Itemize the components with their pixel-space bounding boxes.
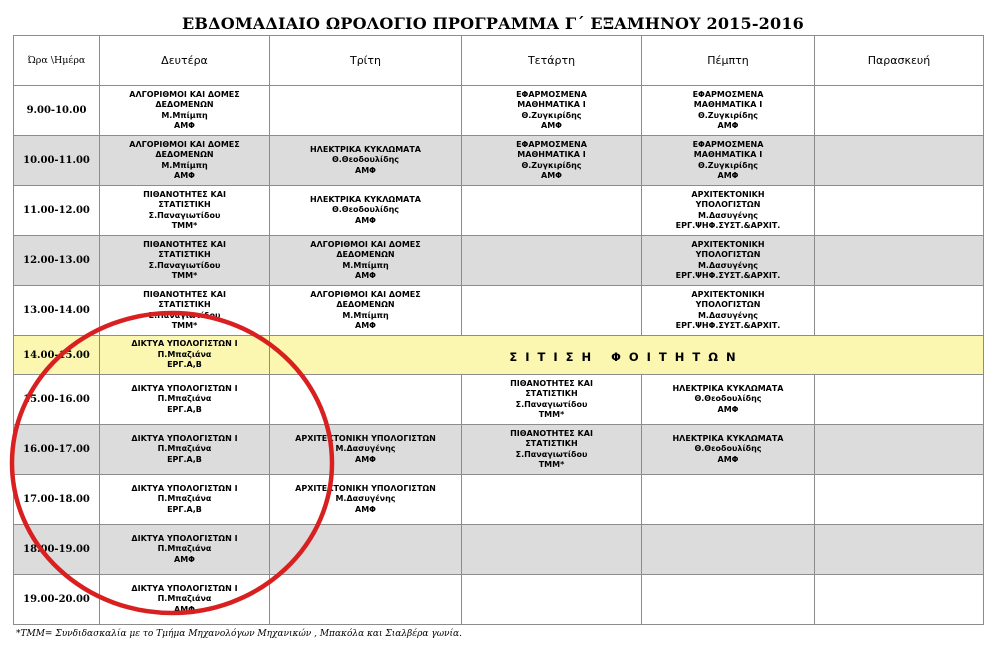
- course-line: Θ.Ζυγκιρίδης: [697, 160, 759, 170]
- course-line: ΗΛΕΚΤΡΙΚΑ ΚΥΚΛΩΜΑΤΑ: [309, 194, 421, 204]
- course-line: Σ.Παναγιωτίδου: [148, 310, 221, 320]
- course-line: Π.Μπαζιάνα: [157, 594, 212, 604]
- empty-cell: [270, 375, 462, 425]
- course-line: ΕΡΓ.ΨΗΦ.ΣΥΣΤ.&ΑΡΧΙΤ.: [675, 271, 781, 280]
- course-line: ΑΜΦ: [355, 504, 376, 514]
- course-info: [642, 384, 814, 416]
- course-cell: [642, 375, 815, 425]
- course-line: ΤΜΜ*: [538, 460, 565, 469]
- lunch-row: [14, 336, 984, 375]
- table-row: [14, 86, 984, 136]
- course-cell: [270, 286, 462, 336]
- course-cell: [100, 525, 270, 575]
- course-line: ΜΑΘΗΜΑΤΙΚΑ Ι: [693, 100, 763, 109]
- course-cell: [462, 425, 642, 475]
- time-cell: 19.00-20.00: [14, 575, 100, 625]
- course-cell: [270, 136, 462, 186]
- course-info: [270, 145, 461, 177]
- course-cell: [100, 336, 270, 375]
- table-row: [14, 186, 984, 236]
- course-line: ΜΑΘΗΜΑΤΙΚΑ Ι: [517, 100, 586, 109]
- empty-cell: [815, 525, 984, 575]
- course-info: [100, 140, 269, 182]
- course-line: Μ.Μπίμπη: [342, 310, 389, 320]
- course-line: Π.Μπαζιάνα: [157, 349, 212, 359]
- course-line: ΥΠΟΛΟΓΙΣΤΩΝ: [695, 300, 761, 309]
- table-row: [14, 525, 984, 575]
- course-line: ΕΦΑΡΜΟΣΜΕΝΑ: [692, 139, 764, 149]
- course-line: Μ.Δασυγένης: [697, 210, 759, 220]
- course-line: ΜΑΘΗΜΑΤΙΚΑ Ι: [693, 150, 763, 159]
- course-line: Θ.Ζυγκιρίδης: [521, 160, 582, 170]
- course-line: ΑΡΧΙΤΕΚΤΟΝΙΚΗ: [691, 189, 765, 199]
- course-info: [100, 484, 269, 516]
- footnote: *ΤΜΜ= Συνδιδασκαλία με το Τμήμα Μηχανολόγων Μηχανικών , Μπακόλα και Σιαλβέρα γωνία.: [16, 629, 462, 639]
- course-line: ΑΜΦ: [355, 271, 376, 280]
- course-info: [270, 290, 461, 332]
- course-line: ΕΡΓ.ΨΗΦ.ΣΥΣΤ.&ΑΡΧΙΤ.: [675, 221, 781, 230]
- course-info: [642, 290, 814, 332]
- course-line: ΑΜΦ: [174, 171, 195, 180]
- header-monday: Δευτέρα: [100, 36, 270, 86]
- table-row: [14, 475, 984, 525]
- course-info: [100, 240, 269, 282]
- course-line: ΤΜΜ*: [171, 221, 198, 230]
- course-line: Π.Μπαζιάνα: [157, 394, 212, 404]
- course-cell: [642, 425, 815, 475]
- course-line: ΑΛΓΟΡΙΘΜΟΙ ΚΑΙ ΔΟΜΕΣ: [129, 139, 240, 149]
- course-line: ΗΛΕΚΤΡΙΚΑ ΚΥΚΛΩΜΑΤΑ: [309, 144, 421, 154]
- course-cell: [100, 136, 270, 186]
- course-line: ΥΠΟΛΟΓΙΣΤΩΝ: [695, 250, 761, 259]
- table-row: [14, 375, 984, 425]
- course-line: Μ.Δασυγένης: [335, 444, 396, 454]
- course-info: [270, 434, 461, 466]
- header-time-day: Ώρα \Ημέρα: [14, 36, 100, 86]
- course-line: Π.Μπαζιάνα: [157, 544, 212, 554]
- course-line: ΔΙΚΤΥΑ ΥΠΟΛΟΓΙΣΤΩΝ Ι: [131, 583, 238, 593]
- course-line: Μ.Δασυγένης: [697, 310, 759, 320]
- empty-cell: [815, 425, 984, 475]
- course-line: Σ.Παναγιωτίδου: [515, 449, 588, 459]
- page-title: ΕΒΔΟΜΑΔΙΑΙΟ ΩΡΟΛΟΓΙΟ ΠΡΟΓΡΑΜΜΑ Γ΄ ΕΞΑΜΗΝΟΥ 2015-2016: [182, 14, 804, 33]
- course-line: ΑΜΦ: [355, 321, 376, 330]
- course-line: ΜΑΘΗΜΑΤΙΚΑ Ι: [517, 150, 586, 159]
- course-line: Σ.Παναγιωτίδου: [515, 399, 588, 409]
- course-cell: [642, 186, 815, 236]
- empty-cell: [815, 575, 984, 625]
- course-line: Θ.Θεοδουλίδης: [331, 205, 400, 215]
- course-line: ΑΜΦ: [355, 165, 376, 175]
- course-line: ΕΡΓ.Α,Β: [167, 404, 202, 414]
- course-line: ΔΕΔΟΜΕΝΩΝ: [336, 300, 395, 309]
- course-info: [462, 140, 641, 182]
- course-line: Μ.Μπίμπη: [342, 260, 389, 270]
- course-cell: [462, 375, 642, 425]
- course-line: ΗΛΕΚΤΡΙΚΑ ΚΥΚΛΩΜΑΤΑ: [672, 433, 784, 443]
- empty-cell: [462, 475, 642, 525]
- course-line: Θ.Θεοδουλίδης: [331, 155, 400, 165]
- empty-cell: [462, 575, 642, 625]
- course-cell: [462, 136, 642, 186]
- course-info: [270, 484, 461, 516]
- time-cell: 12.00-13.00: [14, 236, 100, 286]
- course-cell: [100, 236, 270, 286]
- empty-cell: [642, 525, 815, 575]
- empty-cell: [270, 86, 462, 136]
- course-line: ΕΦΑΡΜΟΣΜΕΝΑ: [516, 139, 587, 149]
- course-info: [100, 434, 269, 466]
- course-line: ΣΤΑΤΙΣΤΙΚΗ: [158, 300, 211, 309]
- course-line: ΔΙΚΤΥΑ ΥΠΟΛΟΓΙΣΤΩΝ Ι: [131, 433, 238, 443]
- course-cell: [462, 86, 642, 136]
- course-line: Μ.Μπίμπη: [161, 160, 208, 170]
- course-cell: [100, 475, 270, 525]
- course-info: [100, 339, 269, 371]
- header-thursday: Πέμπτη: [642, 36, 815, 86]
- course-info: [100, 190, 269, 232]
- course-cell: [270, 425, 462, 475]
- course-info: [270, 195, 461, 227]
- course-line: ΠΙΘΑΝΟΤΗΤΕΣ ΚΑΙ: [143, 289, 226, 299]
- course-line: ΠΙΘΑΝΟΤΗΤΕΣ ΚΑΙ: [143, 189, 226, 199]
- empty-cell: [815, 475, 984, 525]
- course-line: ΔΙΚΤΥΑ ΥΠΟΛΟΓΙΣΤΩΝ Ι: [131, 383, 238, 393]
- empty-cell: [815, 86, 984, 136]
- schedule-table: [13, 35, 984, 625]
- empty-cell: [642, 575, 815, 625]
- course-line: ΥΠΟΛΟΓΙΣΤΩΝ: [695, 200, 761, 209]
- course-line: ΑΜΦ: [717, 404, 739, 414]
- course-cell: [642, 86, 815, 136]
- course-info: [270, 240, 461, 282]
- course-line: ΤΜΜ*: [171, 271, 198, 280]
- empty-cell: [462, 525, 642, 575]
- course-line: ΣΤΑΤΙΣΤΙΚΗ: [525, 389, 578, 398]
- course-line: ΑΛΓΟΡΙΘΜΟΙ ΚΑΙ ΔΟΜΕΣ: [310, 239, 421, 249]
- course-info: [642, 140, 814, 182]
- lunch-cell: [270, 336, 984, 375]
- course-line: ΠΙΘΑΝΟΤΗΤΕΣ ΚΑΙ: [510, 378, 593, 388]
- empty-cell: [642, 475, 815, 525]
- course-line: Θ.Θεοδουλίδης: [694, 444, 762, 454]
- table-row: [14, 425, 984, 475]
- course-info: [100, 584, 269, 616]
- course-cell: [100, 86, 270, 136]
- course-cell: [642, 136, 815, 186]
- course-line: Σ.Παναγιωτίδου: [148, 210, 221, 220]
- course-line: ΔΕΔΟΜΕΝΩΝ: [155, 100, 214, 109]
- course-line: ΕΦΑΡΜΟΣΜΕΝΑ: [692, 89, 764, 99]
- time-cell: 18.00-19.00: [14, 525, 100, 575]
- course-line: Θ.Ζυγκιρίδης: [697, 110, 759, 120]
- course-line: ΠΙΘΑΝΟΤΗΤΕΣ ΚΑΙ: [510, 428, 593, 438]
- course-cell: [270, 236, 462, 286]
- course-cell: [100, 375, 270, 425]
- header-wednesday: Τετάρτη: [462, 36, 642, 86]
- empty-cell: [462, 186, 642, 236]
- course-cell: [100, 286, 270, 336]
- course-line: ΑΜΦ: [174, 554, 195, 564]
- course-cell: [270, 475, 462, 525]
- table-row: [14, 286, 984, 336]
- course-line: ΑΛΓΟΡΙΘΜΟΙ ΚΑΙ ΔΟΜΕΣ: [129, 89, 240, 99]
- course-cell: [642, 286, 815, 336]
- table-row: [14, 575, 984, 625]
- course-line: ΑΡΧΙΤΕΚΤΟΝΙΚΗ: [691, 289, 765, 299]
- course-cell: [100, 575, 270, 625]
- course-line: ΔΕΔΟΜΕΝΩΝ: [155, 150, 214, 159]
- header-friday: Παρασκευή: [815, 36, 984, 86]
- time-cell: 11.00-12.00: [14, 186, 100, 236]
- course-line: ΑΜΦ: [541, 121, 562, 130]
- course-line: ΑΡΧΙΤΕΚΤΟΝΙΚΗ: [691, 239, 765, 249]
- course-line: Μ.Δασυγένης: [335, 494, 396, 504]
- course-line: ΠΙΘΑΝΟΤΗΤΕΣ ΚΑΙ: [143, 239, 226, 249]
- course-info: [100, 384, 269, 416]
- course-cell: [100, 425, 270, 475]
- empty-cell: [270, 575, 462, 625]
- time-cell: 13.00-14.00: [14, 286, 100, 336]
- time-cell: 17.00-18.00: [14, 475, 100, 525]
- time-cell: 10.00-11.00: [14, 136, 100, 186]
- course-line: ΑΡΧΙΤΕΚΤΟΝΙΚΗ ΥΠΟΛΟΓΙΣΤΩΝ: [295, 483, 436, 493]
- course-info: [642, 90, 814, 132]
- course-line: ΕΡΓ.Α,Β: [167, 504, 202, 514]
- course-info: [642, 190, 814, 232]
- lunch-label: ΣΙΤΙΣΗ ΦΟΙΤΗΤΩΝ: [509, 349, 744, 364]
- course-line: Μ.Μπίμπη: [161, 110, 208, 120]
- empty-cell: [815, 236, 984, 286]
- course-line: ΣΤΑΤΙΣΤΙΚΗ: [158, 250, 211, 259]
- course-line: Π.Μπαζιάνα: [157, 444, 212, 454]
- course-line: Μ.Δασυγένης: [697, 260, 759, 270]
- course-line: ΕΦΑΡΜΟΣΜΕΝΑ: [516, 89, 587, 99]
- course-info: [462, 90, 641, 132]
- course-info: [642, 240, 814, 282]
- empty-cell: [462, 286, 642, 336]
- course-info: [462, 429, 641, 471]
- empty-cell: [815, 375, 984, 425]
- time-cell: 9.00-10.00: [14, 86, 100, 136]
- course-info: [642, 434, 814, 466]
- course-line: ΔΙΚΤΥΑ ΥΠΟΛΟΓΙΣΤΩΝ Ι: [131, 339, 238, 349]
- course-line: Θ.Θεοδουλίδης: [694, 394, 762, 404]
- course-line: ΔΙΚΤΥΑ ΥΠΟΛΟΓΙΣΤΩΝ Ι: [131, 533, 238, 543]
- table-row: [14, 236, 984, 286]
- course-line: ΕΡΓ.Α,Β: [167, 454, 202, 464]
- course-line: ΑΜΦ: [717, 454, 739, 464]
- empty-cell: [815, 286, 984, 336]
- course-line: ΕΡΓ.Α,Β: [167, 360, 202, 370]
- course-info: [100, 290, 269, 332]
- course-info: [100, 534, 269, 566]
- course-line: ΔΙΚΤΥΑ ΥΠΟΛΟΓΙΣΤΩΝ Ι: [131, 483, 238, 493]
- course-line: ΣΤΑΤΙΣΤΙΚΗ: [158, 200, 211, 209]
- course-line: ΑΜΦ: [355, 215, 376, 225]
- course-line: ΑΜΦ: [717, 171, 739, 180]
- course-line: ΑΜΦ: [541, 171, 562, 180]
- course-line: ΗΛΕΚΤΡΙΚΑ ΚΥΚΛΩΜΑΤΑ: [672, 383, 784, 393]
- course-line: ΕΡΓ.ΨΗΦ.ΣΥΣΤ.&ΑΡΧΙΤ.: [675, 321, 781, 330]
- course-cell: [100, 186, 270, 236]
- course-line: Σ.Παναγιωτίδου: [148, 260, 221, 270]
- course-line: Θ.Ζυγκιρίδης: [521, 110, 582, 120]
- course-line: ΣΤΑΤΙΣΤΙΚΗ: [525, 439, 578, 448]
- time-cell: 14.00-15.00: [14, 336, 100, 375]
- course-line: ΤΜΜ*: [538, 410, 565, 419]
- course-line: ΑΜΦ: [355, 454, 376, 464]
- course-info: [100, 90, 269, 132]
- course-line: ΑΜΦ: [174, 604, 195, 614]
- empty-cell: [815, 186, 984, 236]
- header-row: [14, 36, 984, 86]
- time-cell: 15.00-16.00: [14, 375, 100, 425]
- course-line: ΔΕΔΟΜΕΝΩΝ: [336, 250, 395, 259]
- table-row: [14, 136, 984, 186]
- course-line: ΑΜΦ: [174, 121, 195, 130]
- course-line: Π.Μπαζιάνα: [157, 494, 212, 504]
- course-cell: [270, 186, 462, 236]
- course-line: ΑΜΦ: [717, 121, 739, 130]
- empty-cell: [815, 136, 984, 186]
- course-line: ΑΡΧΙΤΕΚΤΟΝΙΚΗ ΥΠΟΛΟΓΙΣΤΩΝ: [295, 433, 436, 443]
- time-cell: 16.00-17.00: [14, 425, 100, 475]
- empty-cell: [270, 525, 462, 575]
- empty-cell: [462, 236, 642, 286]
- course-info: [462, 379, 641, 421]
- header-tuesday: Τρίτη: [270, 36, 462, 86]
- course-line: ΤΜΜ*: [171, 321, 198, 330]
- course-cell: [642, 236, 815, 286]
- course-line: ΑΛΓΟΡΙΘΜΟΙ ΚΑΙ ΔΟΜΕΣ: [310, 289, 421, 299]
